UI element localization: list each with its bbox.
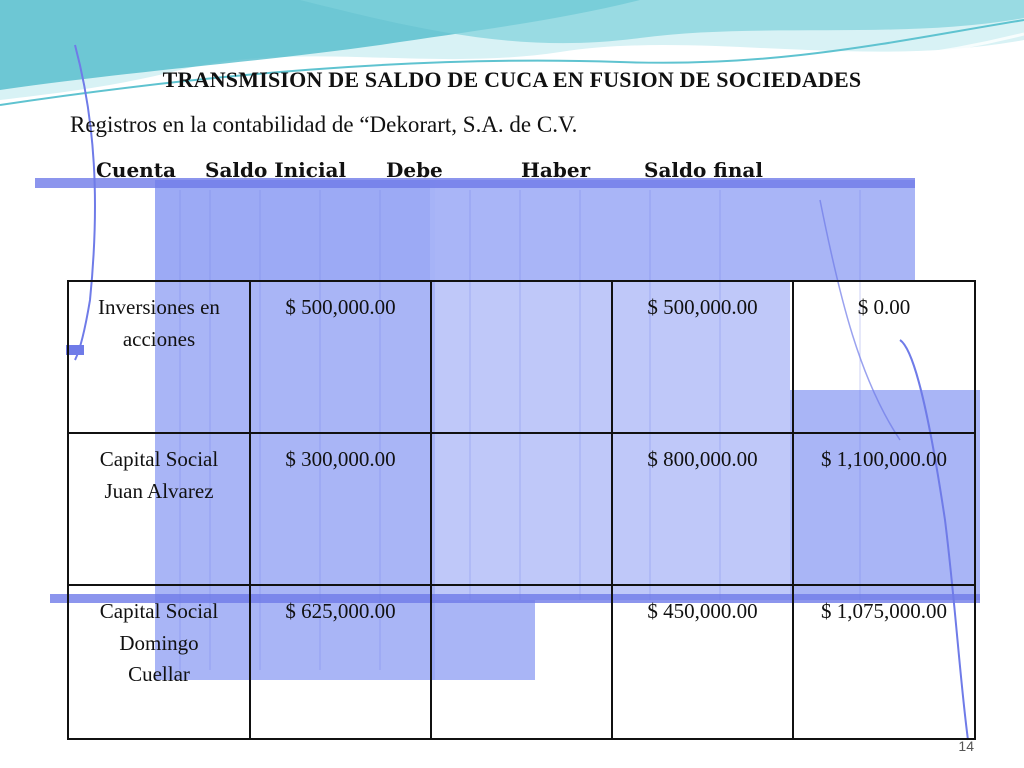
cell-saldo-final: $ 1,075,000.00 bbox=[793, 585, 975, 739]
cell-debe bbox=[431, 281, 612, 433]
cell-haber: $ 450,000.00 bbox=[612, 585, 793, 739]
cell-saldo-final: $ 0.00 bbox=[793, 281, 975, 433]
column-header-haber: Haber bbox=[521, 158, 591, 182]
cuenta-line: acciones bbox=[122, 326, 196, 351]
cell-saldo-inicial: $ 300,000.00 bbox=[250, 433, 431, 585]
cell-saldo-final: $ 1,100,000.00 bbox=[793, 433, 975, 585]
column-header-cuenta: Cuenta bbox=[96, 158, 176, 182]
cuenta-line: Cuellar bbox=[128, 662, 190, 686]
slide-subtitle: Registros en la contabilidad de “Dekorart, S.A. de C.V. bbox=[70, 112, 578, 137]
table-row bbox=[68, 433, 975, 585]
slide-title: TRANSMISION DE SALDO DE CUCA EN FUSION DE SOCIEDADES bbox=[162, 67, 862, 92]
cell-saldo-inicial: $ 500,000.00 bbox=[250, 281, 431, 433]
cell-saldo-inicial: $ 625,000.00 bbox=[250, 585, 431, 739]
cell-debe bbox=[431, 585, 612, 739]
cell-debe bbox=[431, 433, 612, 585]
cuenta-line: Juan Alvarez bbox=[104, 478, 214, 503]
column-header-saldo-final: Saldo final bbox=[644, 158, 763, 182]
cell-cuenta bbox=[68, 281, 250, 433]
cuenta-line: Capital Social bbox=[99, 447, 219, 471]
cuenta-line: Domingo bbox=[119, 630, 199, 655]
table-row bbox=[68, 585, 975, 739]
cell-haber: $ 500,000.00 bbox=[612, 281, 793, 433]
column-header-saldo-inicial: Saldo Inicial bbox=[205, 158, 347, 182]
cuenta-line: Inversiones en bbox=[98, 295, 220, 319]
cell-cuenta bbox=[68, 433, 250, 585]
table-row bbox=[68, 281, 975, 433]
cuenta-line: Capital Social bbox=[99, 599, 219, 623]
column-header-debe: Debe bbox=[386, 158, 443, 182]
ledger-table bbox=[67, 280, 976, 740]
page-number: 14 bbox=[958, 738, 974, 754]
cell-haber: $ 800,000.00 bbox=[612, 433, 793, 585]
cell-cuenta bbox=[68, 585, 250, 739]
